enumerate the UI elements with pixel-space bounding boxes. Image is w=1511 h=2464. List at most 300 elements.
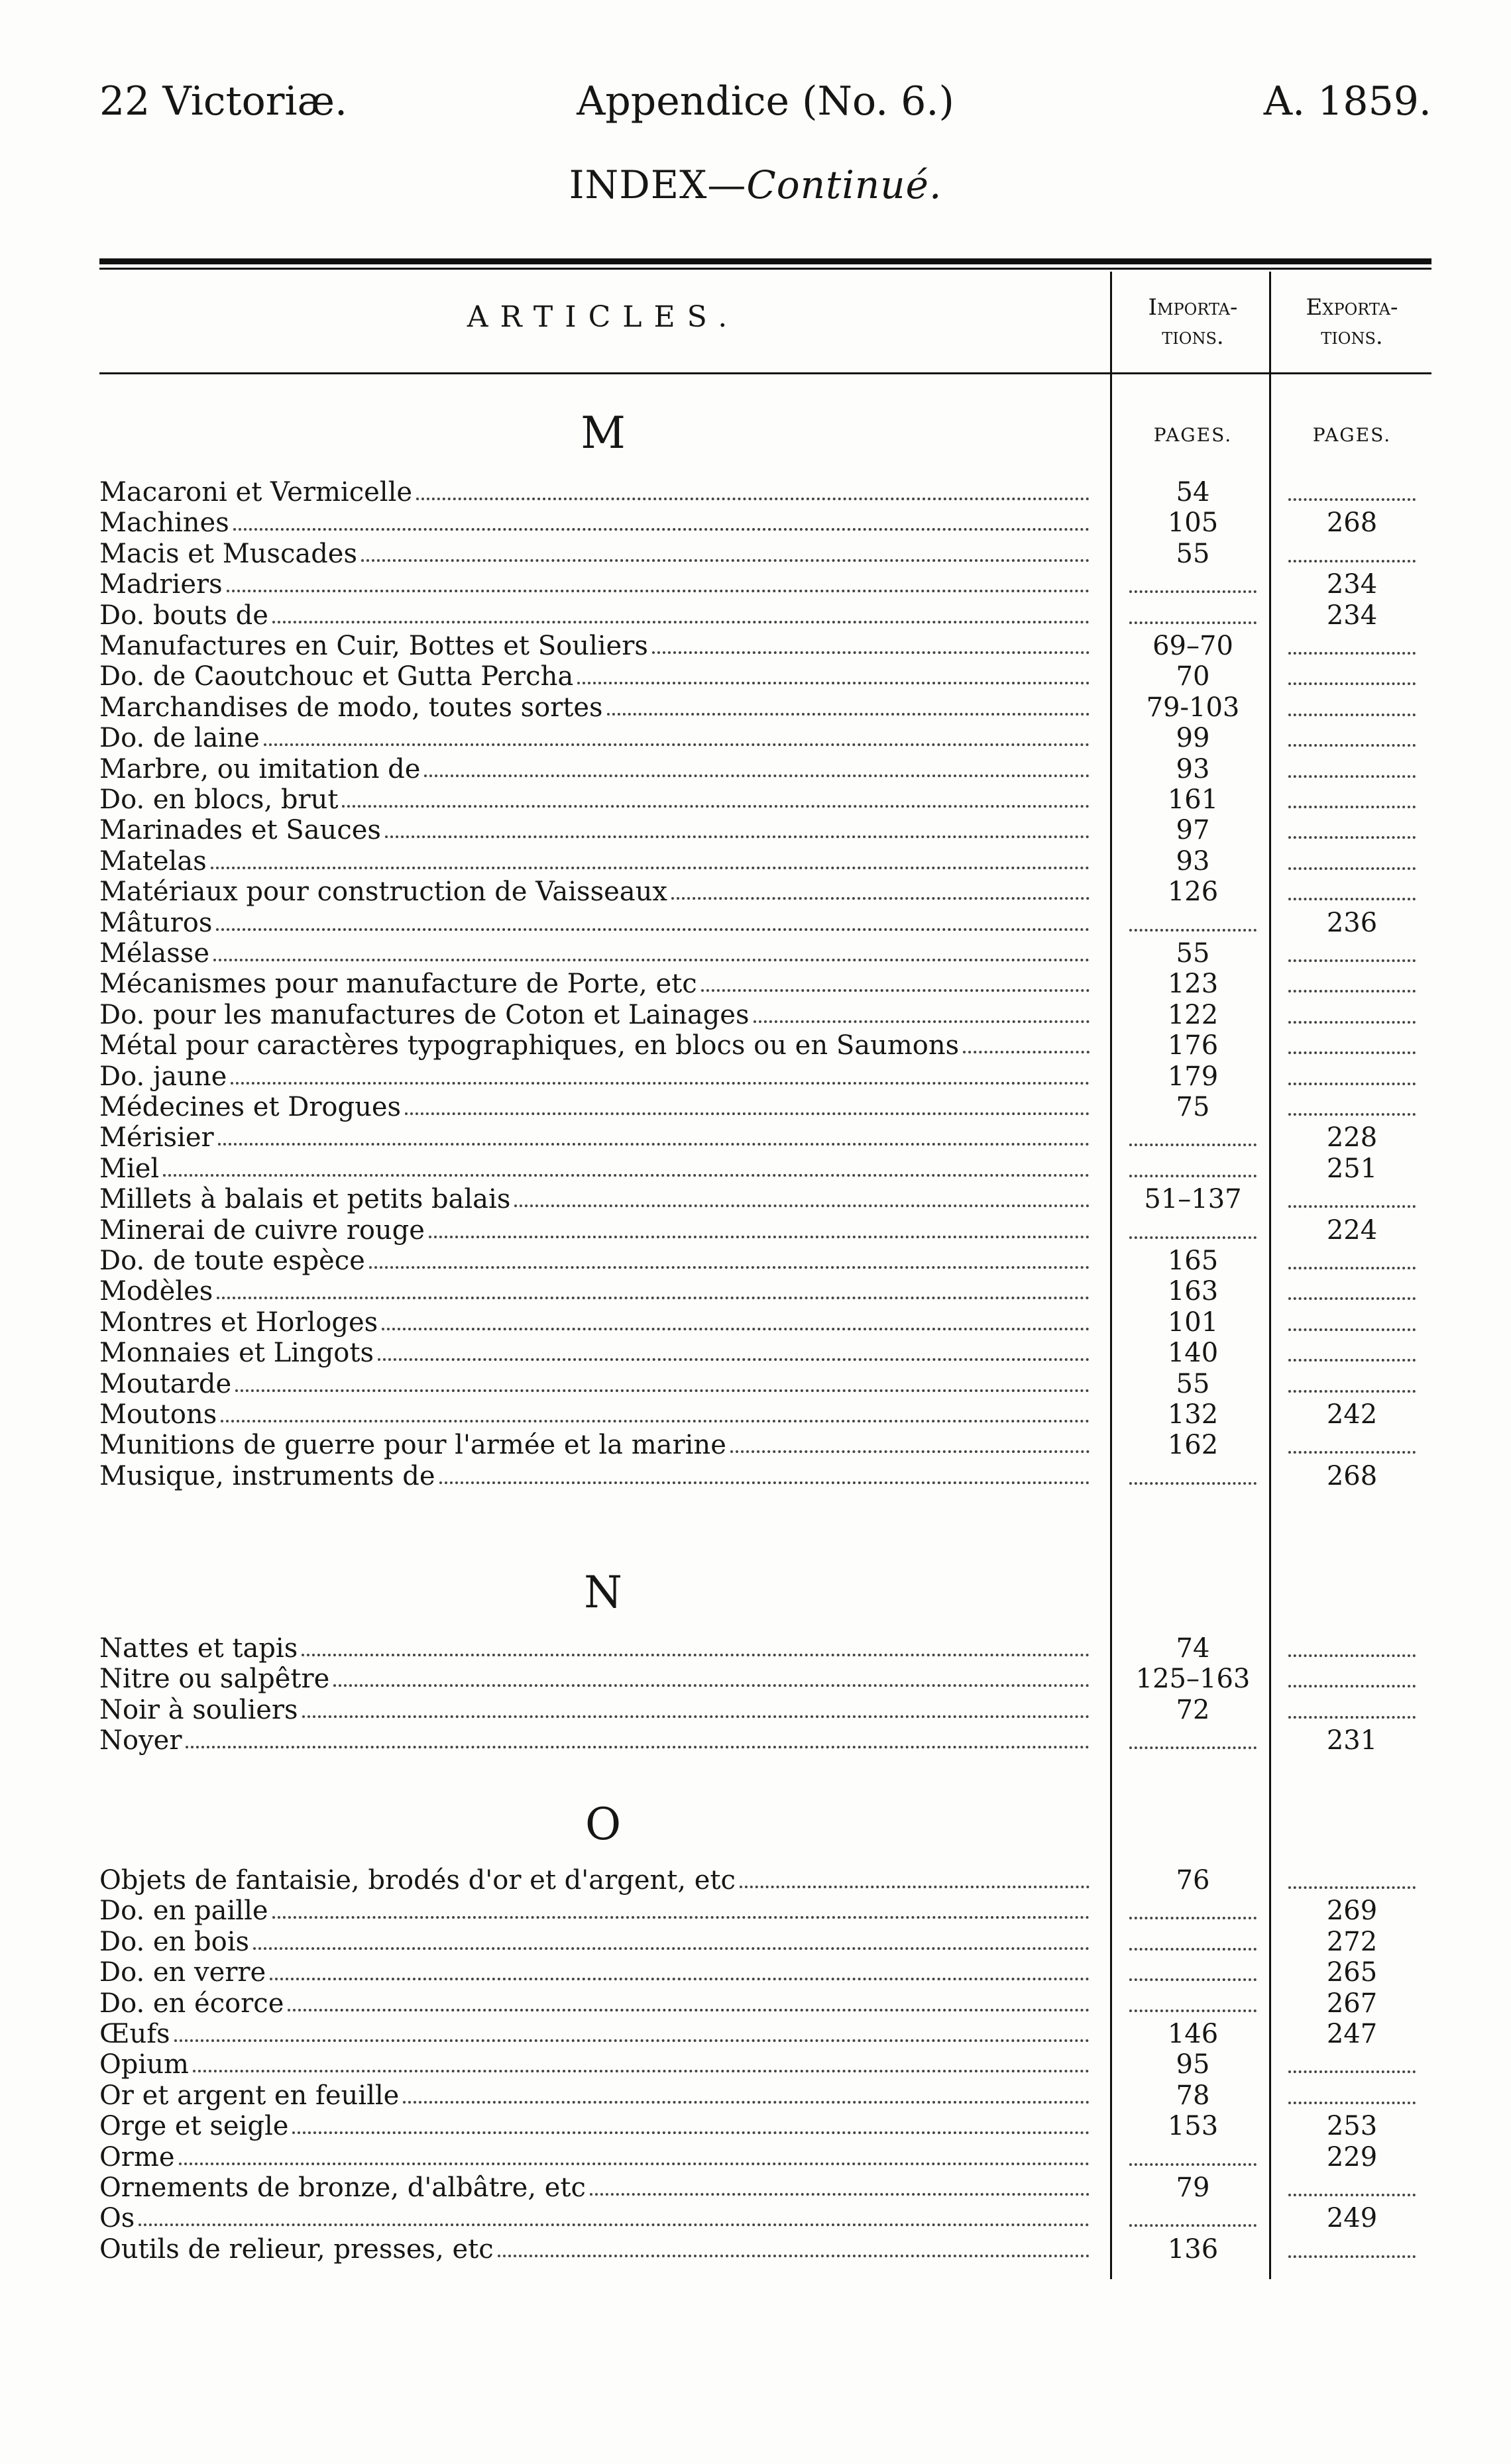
entry-label — [99, 539, 1093, 569]
entry-label — [99, 1000, 1093, 1030]
entry-text: Do. de laine — [99, 723, 260, 754]
exportations-page: 269 — [1326, 1896, 1378, 1927]
importations-page: 78 — [1176, 2080, 1210, 2111]
exportations-heading — [1272, 293, 1431, 351]
entry-label — [99, 477, 1093, 508]
dot-leader — [514, 1184, 1090, 1207]
dot-leader — [174, 2019, 1090, 2042]
exportations-heading-line1: Exporta- — [1306, 294, 1398, 321]
importations-page: 99 — [1176, 723, 1210, 754]
index-entry — [99, 1695, 1431, 1725]
index-entry — [99, 1030, 1431, 1061]
exportations-page — [1279, 1000, 1425, 1030]
index-entry — [99, 2019, 1431, 2049]
importations-page: 140 — [1167, 1338, 1219, 1369]
entry-text: Munitions de guerre pour l'armée et la marine — [99, 1430, 726, 1461]
exportations-page — [1279, 661, 1425, 692]
entry-text: Moutarde — [99, 1368, 232, 1399]
dot-leader — [671, 877, 1090, 900]
importations-page: 55 — [1176, 538, 1210, 569]
header-appendix: Appendice (No. 6.) — [577, 78, 954, 125]
dot-leader — [333, 1664, 1090, 1687]
importations-page: 165 — [1167, 1246, 1219, 1276]
dot-leader — [186, 1725, 1090, 1748]
entry-label — [99, 661, 1093, 692]
importations-page: 79 — [1176, 2172, 1210, 2203]
importations-page: 132 — [1167, 1399, 1219, 1430]
exportations-page — [1279, 1276, 1425, 1307]
index-table — [99, 258, 1431, 2279]
importations-page: 97 — [1176, 815, 1210, 846]
entry-text: Do. de Caoutchouc et Gutta Percha — [99, 661, 574, 692]
exportations-page: 234 — [1326, 569, 1378, 600]
importations-page: 179 — [1167, 1061, 1219, 1092]
entry-text: Montres et Horloges — [99, 1307, 378, 1338]
entry-label — [99, 2111, 1093, 2141]
entry-label — [99, 1369, 1093, 1399]
importations-page — [1120, 1153, 1266, 1184]
dot-leader — [227, 569, 1090, 592]
entry-label — [99, 1725, 1093, 1756]
title-continued: Continué. — [746, 162, 942, 207]
entry-text: Do. en blocs, brut — [99, 784, 339, 815]
importations-page: 162 — [1167, 1430, 1219, 1461]
index-entry — [99, 2172, 1431, 2203]
importations-page: 153 — [1167, 2111, 1219, 2142]
importations-page — [1120, 1927, 1266, 1957]
entry-text: Do. bouts de — [99, 600, 268, 631]
importations-page: 125–163 — [1135, 1664, 1251, 1695]
importations-page: 95 — [1176, 2049, 1210, 2080]
dot-leader — [302, 1695, 1090, 1718]
dot-leader — [253, 1927, 1090, 1950]
entry-text: Nattes et tapis — [99, 1633, 298, 1664]
entry-label — [99, 815, 1093, 845]
exportations-page: 224 — [1326, 1214, 1378, 1246]
index-entry — [99, 1153, 1431, 1184]
entry-text: Mécanismes pour manufacture de Porte, etc — [99, 969, 697, 1000]
entry-text: Matelas — [99, 845, 207, 877]
index-entry — [99, 631, 1431, 661]
heading-rule — [99, 372, 1431, 374]
exportations-page — [1279, 1030, 1425, 1061]
dot-leader — [439, 1461, 1090, 1484]
importations-page — [1120, 1957, 1266, 1988]
exportations-page: 251 — [1326, 1153, 1378, 1184]
index-entry — [99, 1184, 1431, 1214]
index-entry — [99, 1276, 1431, 1307]
importations-page: 76 — [1176, 1865, 1210, 1896]
exportations-page — [1279, 2172, 1425, 2203]
index-entry — [99, 477, 1431, 508]
dot-leader — [231, 1061, 1090, 1085]
importations-heading — [1113, 293, 1272, 351]
entry-text: Do. en écorce — [99, 1988, 284, 2019]
index-entry — [99, 1061, 1431, 1092]
index-entry — [99, 692, 1431, 723]
exportations-page — [1279, 754, 1425, 784]
index-entry — [99, 1399, 1431, 1430]
importations-page: 93 — [1176, 753, 1210, 784]
dot-leader — [577, 661, 1090, 684]
exportations-page — [1279, 2049, 1425, 2080]
entry-label — [99, 1633, 1093, 1664]
dot-leader — [740, 1865, 1090, 1888]
index-entry — [99, 815, 1431, 845]
index-entry — [99, 1633, 1431, 1664]
importations-page: 75 — [1176, 1092, 1210, 1122]
exportations-page — [1279, 1061, 1425, 1092]
dot-leader — [342, 784, 1090, 808]
exportations-page — [1279, 1633, 1425, 1664]
index-entry — [99, 1338, 1431, 1368]
dot-leader — [264, 723, 1090, 746]
entry-label — [99, 1865, 1093, 1896]
dot-leader — [963, 1030, 1090, 1053]
index-entry — [99, 2203, 1431, 2233]
dot-leader — [218, 1122, 1090, 1146]
entry-label — [99, 2172, 1093, 2203]
section-letter: O — [585, 1799, 622, 1850]
dot-leader — [424, 754, 1090, 777]
entry-label — [99, 1030, 1093, 1061]
entry-label — [99, 1061, 1093, 1092]
exportations-page — [1279, 1430, 1425, 1460]
entry-label — [99, 2019, 1093, 2049]
entry-text: Macaroni et Vermicelle — [99, 477, 413, 508]
entry-label — [99, 1246, 1093, 1276]
entry-text: Minerai de cuivre rouge — [99, 1214, 425, 1246]
dot-leader — [272, 600, 1090, 623]
entry-label — [99, 1927, 1093, 1957]
dot-leader — [405, 1092, 1090, 1115]
title-main: INDEX— — [569, 162, 747, 207]
entry-label — [99, 2203, 1093, 2233]
dot-leader — [607, 692, 1090, 716]
index-entry — [99, 2234, 1431, 2265]
importations-page — [1120, 1461, 1266, 1491]
exportations-page: 272 — [1326, 1926, 1378, 1957]
importations-heading-line2: tions. — [1162, 323, 1224, 350]
exportations-page: 249 — [1326, 2203, 1378, 2234]
importations-page: 55 — [1176, 938, 1210, 969]
dot-leader — [163, 1153, 1090, 1177]
importations-page — [1120, 1215, 1266, 1246]
entry-text: Macis et Muscades — [99, 538, 358, 569]
index-entry — [99, 1122, 1431, 1153]
entry-text: Os — [99, 2203, 135, 2234]
entry-text: Miel — [99, 1153, 160, 1184]
index-entry — [99, 723, 1431, 753]
index-entry — [99, 1896, 1431, 1926]
entry-text: Manufactures en Cuir, Bottes et Souliers — [99, 631, 648, 661]
index-entry — [99, 569, 1431, 600]
importations-page: 136 — [1167, 2233, 1219, 2265]
entry-text: Mâturos — [99, 907, 213, 938]
importations-page: 72 — [1176, 1694, 1210, 1725]
importations-page: 146 — [1167, 2019, 1219, 2049]
exportations-page — [1279, 2234, 1425, 2265]
importations-page: 122 — [1167, 999, 1219, 1030]
entry-text: Monnaies et Lingots — [99, 1338, 374, 1369]
importations-page: 123 — [1167, 969, 1219, 1000]
entry-text: Noir à souliers — [99, 1694, 298, 1725]
dot-leader — [361, 539, 1090, 562]
entry-text: Machines — [99, 508, 229, 539]
index-entry — [99, 508, 1431, 538]
entry-text: Madriers — [99, 569, 223, 600]
dot-leader — [429, 1215, 1090, 1238]
entry-text: Do. jaune — [99, 1061, 227, 1092]
exportations-page — [1279, 1307, 1425, 1338]
importations-page: 105 — [1167, 508, 1219, 539]
dot-leader — [213, 938, 1090, 961]
exportations-heading-line2: tions. — [1321, 323, 1383, 350]
dot-leader — [416, 477, 1090, 500]
index-entry — [99, 600, 1431, 631]
importations-page: 69–70 — [1152, 631, 1233, 661]
entry-text: Modèles — [99, 1276, 213, 1307]
entry-label — [99, 1092, 1093, 1122]
dot-leader — [211, 846, 1090, 869]
index-entry — [99, 938, 1431, 969]
dot-leader — [139, 2203, 1090, 2226]
entry-text: Mélasse — [99, 938, 209, 969]
exportations-page — [1279, 877, 1425, 907]
entry-label — [99, 1957, 1093, 1988]
dot-leader — [235, 1369, 1090, 1392]
dot-leader — [378, 1338, 1090, 1361]
importations-page: 79-103 — [1146, 692, 1240, 723]
index-entry — [99, 754, 1431, 784]
dot-leader — [382, 1307, 1090, 1330]
exportations-page — [1279, 723, 1425, 753]
importations-page: 93 — [1176, 845, 1210, 877]
importations-page: 51–137 — [1144, 1184, 1242, 1215]
entry-label — [99, 508, 1093, 538]
entry-text: Millets à balais et petits balais — [99, 1184, 511, 1215]
exportations-page — [1279, 2080, 1425, 2111]
exportations-page — [1279, 1664, 1425, 1694]
importations-page: 74 — [1176, 1633, 1210, 1664]
dot-leader — [217, 1276, 1090, 1299]
entry-text: Orge et seigle — [99, 2111, 289, 2142]
entry-text: Métal pour caractères typographiques, en blocs ou en Saumons — [99, 1030, 960, 1061]
importations-page: 126 — [1167, 877, 1219, 908]
dot-leader — [179, 2142, 1090, 2165]
exportations-page — [1279, 1184, 1425, 1214]
dot-leader — [233, 508, 1090, 531]
exportations-page — [1279, 784, 1425, 815]
importations-page — [1120, 600, 1266, 631]
index-entry — [99, 908, 1431, 938]
entry-text: Do. en verre — [99, 1957, 266, 1988]
dot-leader — [498, 2234, 1090, 2257]
exportations-page: 253 — [1326, 2111, 1378, 2142]
header-year: A. 1859. — [1263, 78, 1431, 125]
entry-label — [99, 1153, 1093, 1184]
index-entry — [99, 1215, 1431, 1246]
index-entry — [99, 2049, 1431, 2080]
entry-label — [99, 877, 1093, 907]
dot-leader — [701, 969, 1090, 992]
page-title — [0, 162, 1511, 207]
index-entry — [99, 969, 1431, 999]
dot-leader — [221, 1399, 1090, 1422]
exportations-page: 229 — [1326, 2141, 1378, 2172]
entry-label — [99, 1276, 1093, 1307]
index-entry — [99, 877, 1431, 907]
importations-page: 163 — [1167, 1276, 1219, 1307]
entry-label — [99, 846, 1093, 877]
entry-text: Or et argent en feuille — [99, 2080, 400, 2111]
importations-page: 55 — [1176, 1368, 1210, 1399]
index-entry — [99, 1865, 1431, 1896]
exportations-page — [1279, 1092, 1425, 1122]
section-letter: M — [581, 407, 626, 458]
entry-text: Moutons — [99, 1399, 217, 1430]
entry-text: Objets de fantaisie, brodés d'or et d'argent, etc — [99, 1865, 736, 1896]
index-entry — [99, 1246, 1431, 1276]
entry-text: Do. pour les manufactures de Coton et Lainages — [99, 999, 750, 1030]
entry-label — [99, 1461, 1093, 1491]
index-entry — [99, 1461, 1431, 1491]
index-entry — [99, 1957, 1431, 1988]
entry-label — [99, 1399, 1093, 1430]
entry-label — [99, 1430, 1093, 1460]
index-entry — [99, 1664, 1431, 1694]
dot-leader — [590, 2172, 1090, 2196]
exportations-page: 268 — [1326, 1460, 1378, 1491]
index-entry — [99, 1927, 1431, 1957]
importations-page — [1120, 1122, 1266, 1153]
exportations-page: 268 — [1326, 508, 1378, 539]
entry-label — [99, 2049, 1093, 2080]
exportations-page — [1279, 692, 1425, 723]
index-entry — [99, 784, 1431, 815]
exportations-page — [1279, 1338, 1425, 1368]
importations-pages-label: PAGES. — [1153, 424, 1233, 446]
index-entry — [99, 1000, 1431, 1030]
exportations-page — [1279, 969, 1425, 999]
dot-leader — [730, 1430, 1090, 1453]
exportations-page: 247 — [1326, 2019, 1378, 2049]
index-entry — [99, 2080, 1431, 2111]
entry-text: Matériaux pour construction de Vaisseaux — [99, 877, 667, 908]
entry-label — [99, 1122, 1093, 1153]
entry-text: Noyer — [99, 1725, 182, 1756]
dot-leader — [270, 1957, 1090, 1980]
entry-label — [99, 908, 1093, 938]
top-rule-thin — [99, 268, 1431, 270]
exportations-page: 267 — [1326, 1988, 1378, 2019]
entry-label — [99, 2080, 1093, 2111]
importations-page — [1120, 1896, 1266, 1926]
exportations-page: 234 — [1326, 600, 1378, 631]
importations-page — [1120, 2142, 1266, 2172]
importations-page: 54 — [1176, 477, 1210, 508]
dot-leader — [369, 1246, 1090, 1269]
exportations-page: 231 — [1326, 1725, 1378, 1756]
importations-heading-line1: Importa- — [1148, 294, 1238, 321]
entry-label — [99, 1338, 1093, 1368]
entry-text: Musique, instruments de — [99, 1460, 435, 1491]
index-entry — [99, 539, 1431, 569]
exportations-page — [1279, 477, 1425, 508]
entry-label — [99, 1664, 1093, 1694]
entry-label — [99, 784, 1093, 815]
exportations-page — [1279, 1695, 1425, 1725]
exportations-page: 242 — [1326, 1399, 1378, 1430]
entry-label — [99, 754, 1093, 784]
index-entry — [99, 846, 1431, 877]
importations-page — [1120, 1725, 1266, 1756]
entry-text: Do. en bois — [99, 1926, 250, 1957]
header-volume: 22 Victoriæ. — [99, 78, 348, 125]
index-entry — [99, 2142, 1431, 2172]
index-entry — [99, 1430, 1431, 1460]
index-entry — [99, 1369, 1431, 1399]
entry-label — [99, 600, 1093, 631]
dot-leader — [292, 2111, 1090, 2134]
index-entry — [99, 1307, 1431, 1338]
entry-text: Marchandises de modo, toutes sortes — [99, 692, 603, 723]
exportations-page — [1279, 815, 1425, 845]
articles-heading: ARTICLES. — [467, 300, 740, 334]
dot-leader — [288, 1988, 1090, 2011]
entry-text: Nitre ou salpêtre — [99, 1664, 330, 1695]
dot-leader — [754, 1000, 1090, 1023]
entry-label — [99, 723, 1093, 753]
entry-text: Outils de relieur, presses, etc — [99, 2233, 494, 2265]
exportations-pages-label: PAGES. — [1312, 424, 1392, 446]
exportations-page — [1279, 1246, 1425, 1276]
importations-page — [1120, 569, 1266, 600]
entry-text: Do. de toute espèce — [99, 1246, 365, 1276]
entry-text: Do. en paille — [99, 1896, 268, 1927]
entry-label — [99, 569, 1093, 600]
entry-label — [99, 938, 1093, 969]
running-header — [99, 78, 1431, 131]
importations-page: 161 — [1167, 784, 1219, 815]
exportations-page — [1279, 1369, 1425, 1399]
importations-page: 70 — [1176, 661, 1210, 692]
importations-page: 176 — [1167, 1030, 1219, 1061]
dot-leader — [193, 2049, 1090, 2072]
exportations-page — [1279, 938, 1425, 969]
exportations-page: 265 — [1326, 1957, 1378, 1988]
entry-label — [99, 1215, 1093, 1246]
entry-text: Médecines et Drogues — [99, 1092, 402, 1122]
dot-leader — [302, 1633, 1090, 1656]
dot-leader — [272, 1896, 1090, 1919]
exportations-page: 236 — [1326, 907, 1378, 938]
index-entry — [99, 1725, 1431, 1756]
entry-label — [99, 1307, 1093, 1338]
section-letter: N — [584, 1567, 622, 1618]
importations-page — [1120, 908, 1266, 938]
entry-label — [99, 1988, 1093, 2019]
dot-leader — [385, 815, 1090, 838]
dot-leader — [652, 631, 1090, 654]
index-entry — [99, 2111, 1431, 2141]
entry-text: Marbre, ou imitation de — [99, 753, 421, 784]
entry-text: Mérisier — [99, 1122, 214, 1153]
entry-label — [99, 1695, 1093, 1725]
exportations-page — [1279, 631, 1425, 661]
entry-label — [99, 2234, 1093, 2265]
entry-text: Opium — [99, 2049, 189, 2080]
